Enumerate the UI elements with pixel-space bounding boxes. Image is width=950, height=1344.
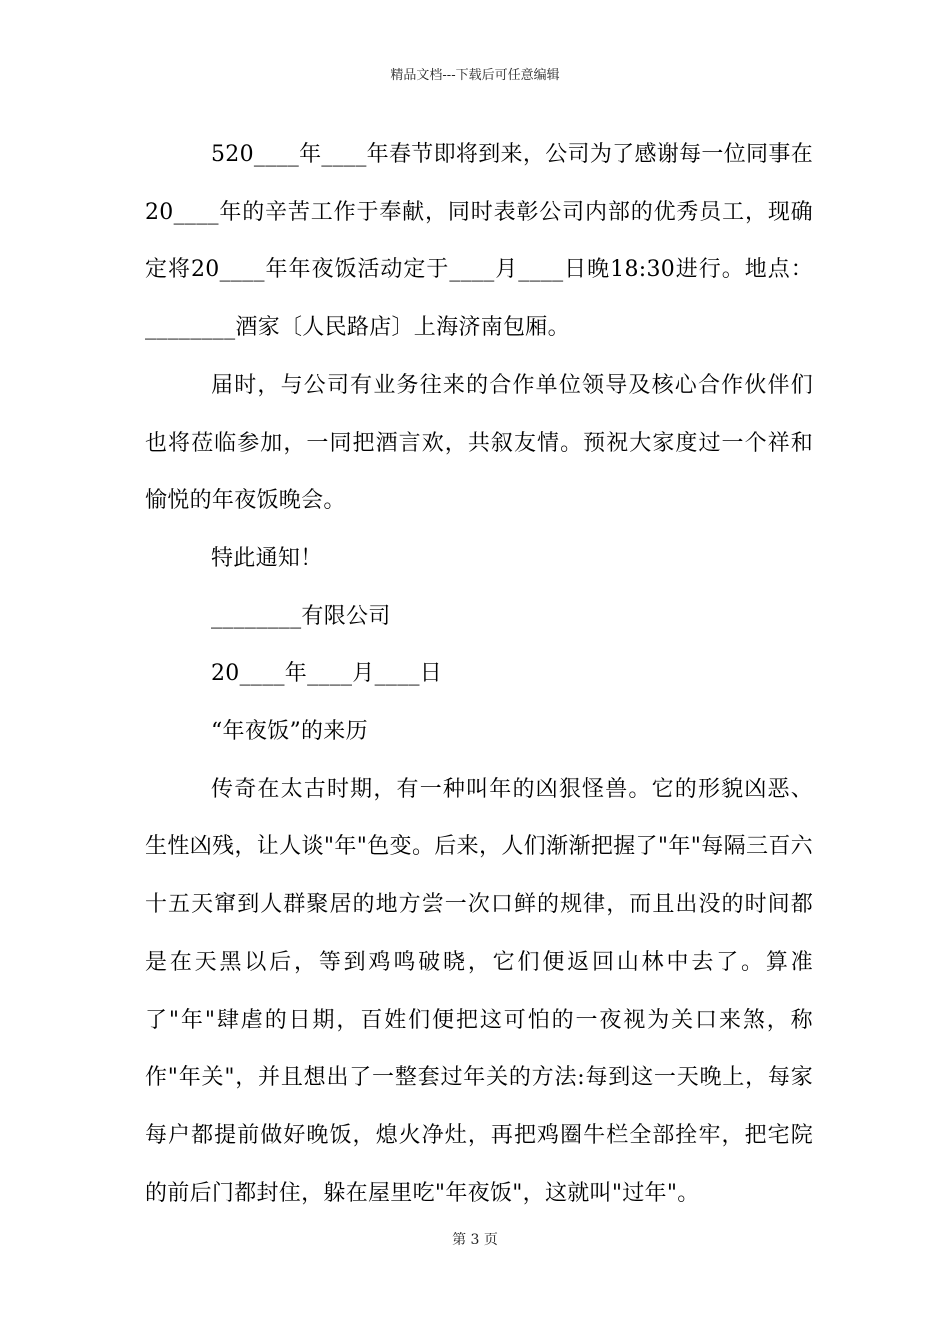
paragraph-legend: 传奇在太古时期，有一种叫年的凶狠怪兽。它的形貌凶恶、生性凶残，让人谈"年"色变。后来，人们渐渐把握了"年"每隔三百六十五天窜到人群聚居的地方尝一次口鲜的规律，而且出没的时间都是在天黑以后，等到鸡鸣破晓，它们便返回山林中去了。算准了"年"肆虐的日期，百姓们便把这可怕的一夜视为关口来煞，称作"年关"，并且想出了一整套过年关的方法:每到这一天晚上，每家每户都提前做好晚饭，熄火净灶，再把鸡圈牛栏全部拴牢，把宅院的前后门都封住，躲在屋里吃"年夜饭"，这就叫"过年"。	[145, 776, 813, 1206]
page-header: 精品文档---下载后可任意编辑	[390, 68, 560, 83]
paragraph-invitation: 届时，与公司有业务往来的合作单位领导及核心合作伙伴们也将莅临参加，一同把酒言欢，共叙友情。预祝大家度过一个祥和愉悦的年夜饭晚会。	[145, 372, 813, 514]
section-heading: “年夜饭”的来历	[211, 719, 368, 745]
signature-company: ________有限公司	[211, 603, 391, 629]
paragraph-notice: 520____年____年春节即将到来，公司为了感谢每一位同事在20____年的辛苦工作于奉献，同时表彰公司内部的优秀员工，现确定将20____年年夜饭活动定于____月____日晚18:30进行。地点：________酒家〔人民路店〕上海济南包厢。	[145, 142, 813, 341]
signature-date: 20____年____月____日	[211, 661, 443, 687]
paragraph-closing: 特此通知！	[211, 545, 323, 571]
document-body	[145, 126, 813, 1222]
page-footer: 第 3 页	[452, 1232, 498, 1248]
